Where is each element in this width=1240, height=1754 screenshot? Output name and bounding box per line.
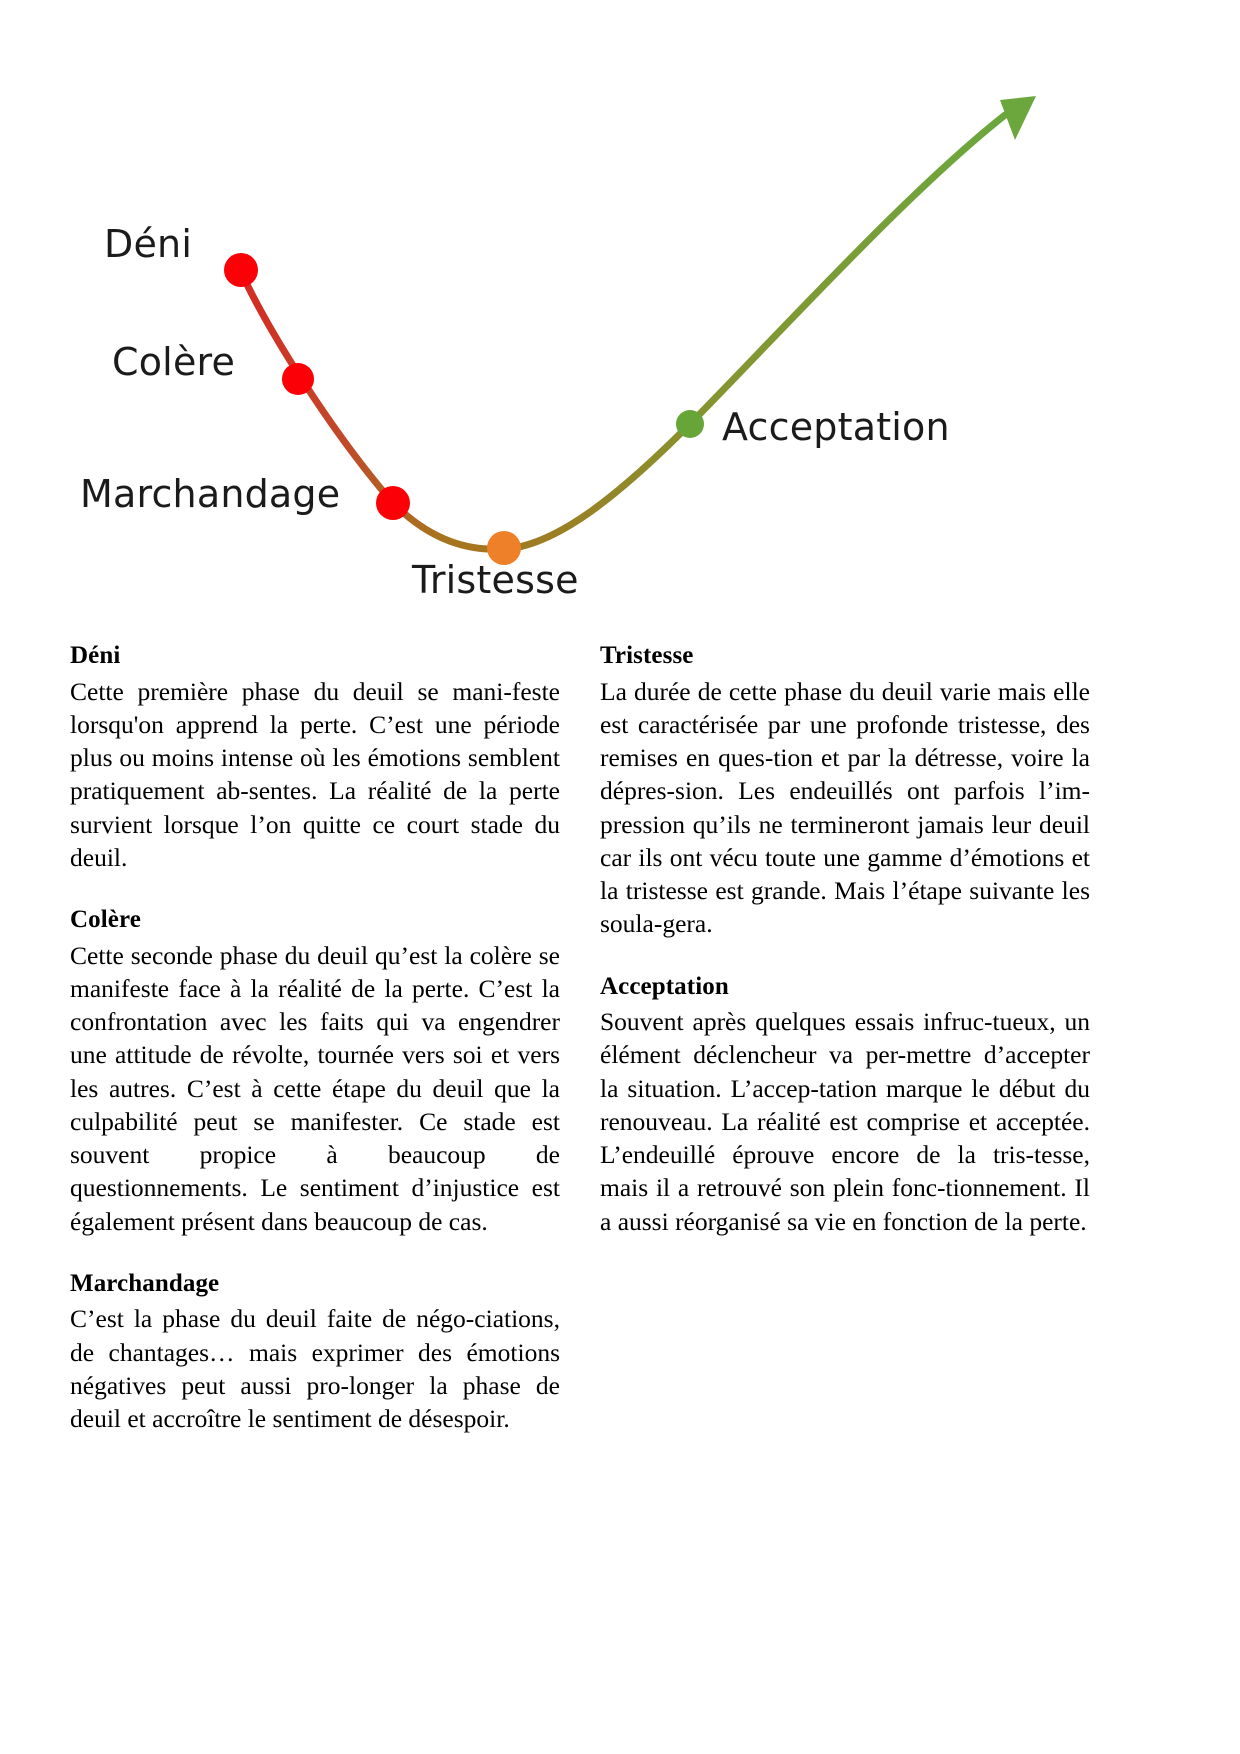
section-heading-marchandage: Marchandage: [70, 1269, 220, 1297]
curve-ascending-segment: [504, 115, 1005, 549]
grief-curve-diagram: [0, 0, 1240, 630]
text-column-right: [600, 640, 1090, 1680]
curve-label-deni: Déni: [104, 222, 193, 266]
grief-curve-svg: [0, 0, 1240, 630]
section-paragraph-deni: Cette première phase du deuil se mani-feste lorsqu'on apprend la perte. C’est une période plus ou moins intense où les émotions semblent pratiquement ab-sentes. La réalité de la perte survient lorsque l’on quitte ce court stade du deuil.: [70, 676, 560, 872]
section-heading-tristesse: Tristesse: [600, 642, 694, 669]
point-colere: [282, 363, 314, 395]
section-heading-deni: Déni: [70, 642, 121, 669]
point-marchandage: [376, 486, 410, 520]
section-paragraph-tristesse: La durée de cette phase du deuil varie mais elle est caractérisée par une profonde tristesse, des remises en ques-tion et par la détresse, voire la dépres-sion. Les endeuillés ont parfois l’im-pression qu’ils ne termineront jamais leur deuil car ils ont vécu toute une gamme d’émotions et la tristesse est grande. Mais l’étape suivante les soula-gera.: [600, 676, 1090, 939]
curve-label-acceptation: Acceptation: [722, 405, 950, 449]
curve-label-colere: Colère: [112, 340, 236, 384]
text-column-left: [70, 640, 560, 1680]
curve-label-marchandage: Marchandage: [80, 472, 341, 516]
point-acceptation: [676, 410, 704, 438]
point-deni: [224, 253, 258, 287]
section-paragraph-acceptation: Souvent après quelques essais infruc-tueux, un élément déclencheur va per-mettre d’accepter la situation. L’accep-tation marque le début du renouveau. La réalité est comprise et acceptée. L’endeuillé éprouve encore de la tris-tesse, mais il a retrouvé son plein fonc-tionnement. Il a aussi réorganisé sa vie en fonction de la perte.: [600, 1007, 1090, 1236]
section-paragraph-colere: Cette seconde phase du deuil qu’est la colère se manifeste face à la réalité de la perte. C’est la confrontation avec les faits qui va engendrer une attitude de révolte, tournée vers soi et vers les autres. C’est à cette étape du deuil que la culpabilité peut se manifester. Ce stade est souvent propice à beaucoup de questionnements. Le sentiment d’injustice est également présent dans beaucoup de cas.: [70, 940, 560, 1236]
section-paragraph-marchandage: C’est la phase du deuil faite de négo-ciations, de chantages… mais exprimer des émotions négatives peut aussi pro-longer la phase de deuil et accroître le sentiment de désespoir.: [70, 1304, 560, 1434]
body-text-columns: [70, 640, 1170, 1680]
section-heading-acceptation: Acceptation: [600, 972, 729, 1000]
section-heading-colere: Colère: [70, 906, 141, 934]
curve-label-tristesse: Tristesse: [412, 558, 579, 602]
